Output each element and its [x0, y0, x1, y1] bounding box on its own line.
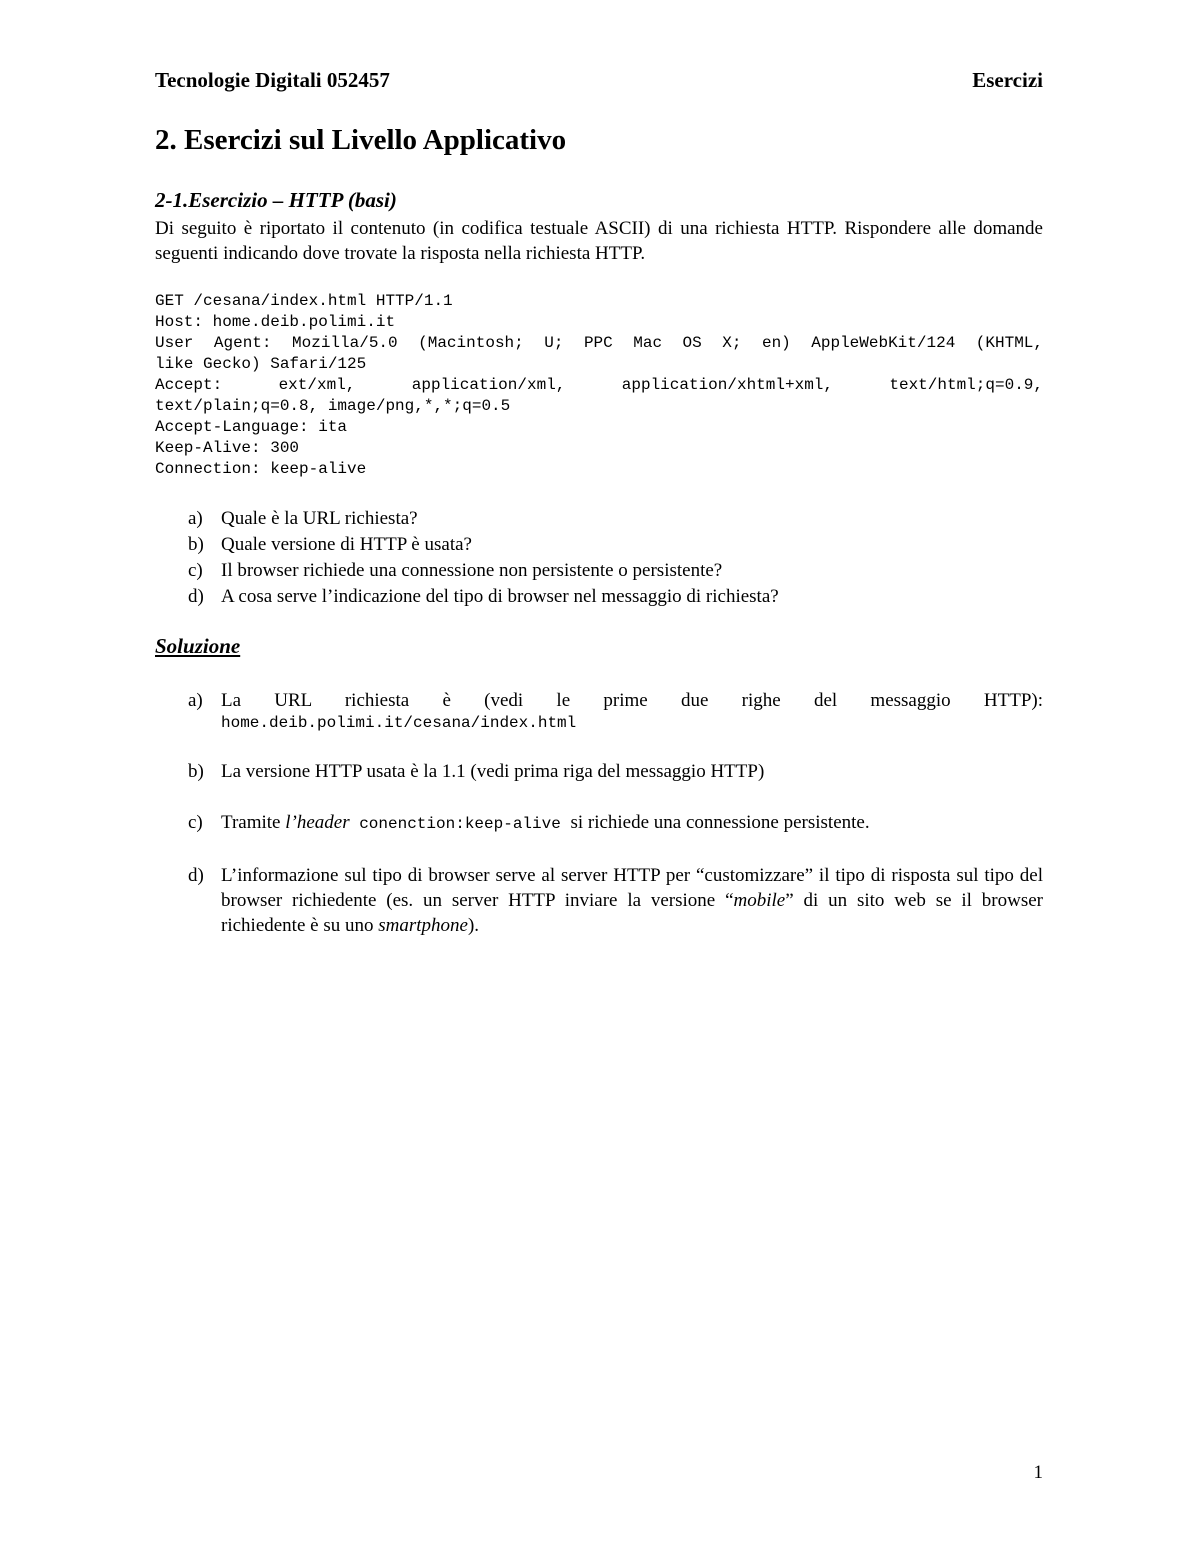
answer-text-post: si richiede una connessione persistente. — [570, 812, 870, 833]
course-title: Tecnologie Digitali 052457 — [155, 68, 390, 92]
list-marker: d) — [188, 865, 204, 886]
question-item — [188, 506, 1043, 532]
list-marker: b) — [188, 761, 204, 782]
solution-title: Soluzione — [155, 634, 241, 658]
answer-text-pre: Tramite — [221, 812, 286, 833]
answer-text — [221, 863, 1043, 938]
question-item — [188, 558, 1043, 584]
answer-url: home.deib.polimi.it/cesana/index.html — [221, 714, 577, 732]
code-line: GET /cesana/index.html HTTP/1.1 — [155, 292, 453, 310]
list-marker: a) — [188, 690, 203, 711]
answer-emphasis: smartphone — [378, 915, 468, 936]
code-line: text/plain;q=0.8, image/png,*,*;q=0.5 — [155, 397, 511, 415]
answer-list — [188, 688, 1043, 964]
question-item — [188, 532, 1043, 558]
list-marker: a) — [188, 508, 203, 529]
code-line: Connection: keep-alive — [155, 460, 367, 478]
list-marker: c) — [188, 812, 203, 833]
answer-emphasis: mobile — [733, 890, 786, 911]
answer-item — [188, 810, 1043, 837]
code-line: Keep-Alive: 300 — [155, 439, 300, 457]
answer-text-part: ). — [467, 915, 480, 936]
page-number: 1 — [1033, 1462, 1043, 1483]
answer-text-part: ” di un sito web se il browser richiedente è su uno — [221, 890, 1043, 936]
code-line: Accept-Language: ita — [155, 418, 348, 436]
answer-item — [188, 688, 1043, 733]
code-line: Accept: ext/xml, application/xml, application/xhtml+xml, text/html;q=0.9, — [155, 376, 1043, 394]
exercise-title: 2-1.Esercizio – HTTP (basi) — [155, 188, 397, 212]
answer-item — [188, 863, 1043, 938]
answer-text-part: L’informazione sul tipo di browser serve al server HTTP per “customizzare” il tipo di risposta sul tipo del browser richiedente (es. un server HTTP inviare la versione “ — [221, 865, 1043, 911]
code-line: Host: home.deib.polimi.it — [155, 313, 396, 331]
list-marker: c) — [188, 560, 203, 581]
answer-emphasis: l’header — [285, 812, 350, 833]
question-text: Il browser richiede una connessione non persistente o persistente? — [221, 560, 723, 581]
question-text: Quale versione di HTTP è usata? — [221, 534, 472, 555]
question-item — [188, 584, 1043, 610]
answer-text: La URL richiesta è (vedi le prime due righe del messaggio HTTP): — [221, 690, 1043, 711]
question-text: A cosa serve l’indicazione del tipo di browser nel messaggio di richiesta? — [221, 586, 779, 607]
answer-text: La versione HTTP usata è la 1.1 (vedi prima riga del messaggio HTTP) — [221, 761, 765, 782]
page-header — [155, 68, 1043, 98]
chapter-title: 2. Esercizi sul Livello Applicativo — [155, 124, 567, 156]
http-request-code — [155, 291, 1043, 480]
answer-code: conenction:keep-alive — [349, 815, 571, 833]
answer-item — [188, 759, 1043, 784]
list-marker: b) — [188, 534, 204, 555]
exercise-intro: Di seguito è riportato il contenuto (in codifica testuale ASCII) di una richiesta HTTP. Rispondere alle domande seguenti indicando dove trovate la risposta nella richiesta HTTP. — [155, 218, 1043, 264]
code-line: User Agent: Mozilla/5.0 (Macintosh; U; PPC Mac OS X; en) AppleWebKit/124 (KHTML, — [155, 334, 1043, 352]
section-label: Esercizi — [972, 68, 1043, 92]
code-line: like Gecko) Safari/125 — [155, 355, 367, 373]
list-marker: d) — [188, 586, 204, 607]
question-text: Quale è la URL richiesta? — [221, 508, 418, 529]
question-list — [188, 506, 1043, 610]
